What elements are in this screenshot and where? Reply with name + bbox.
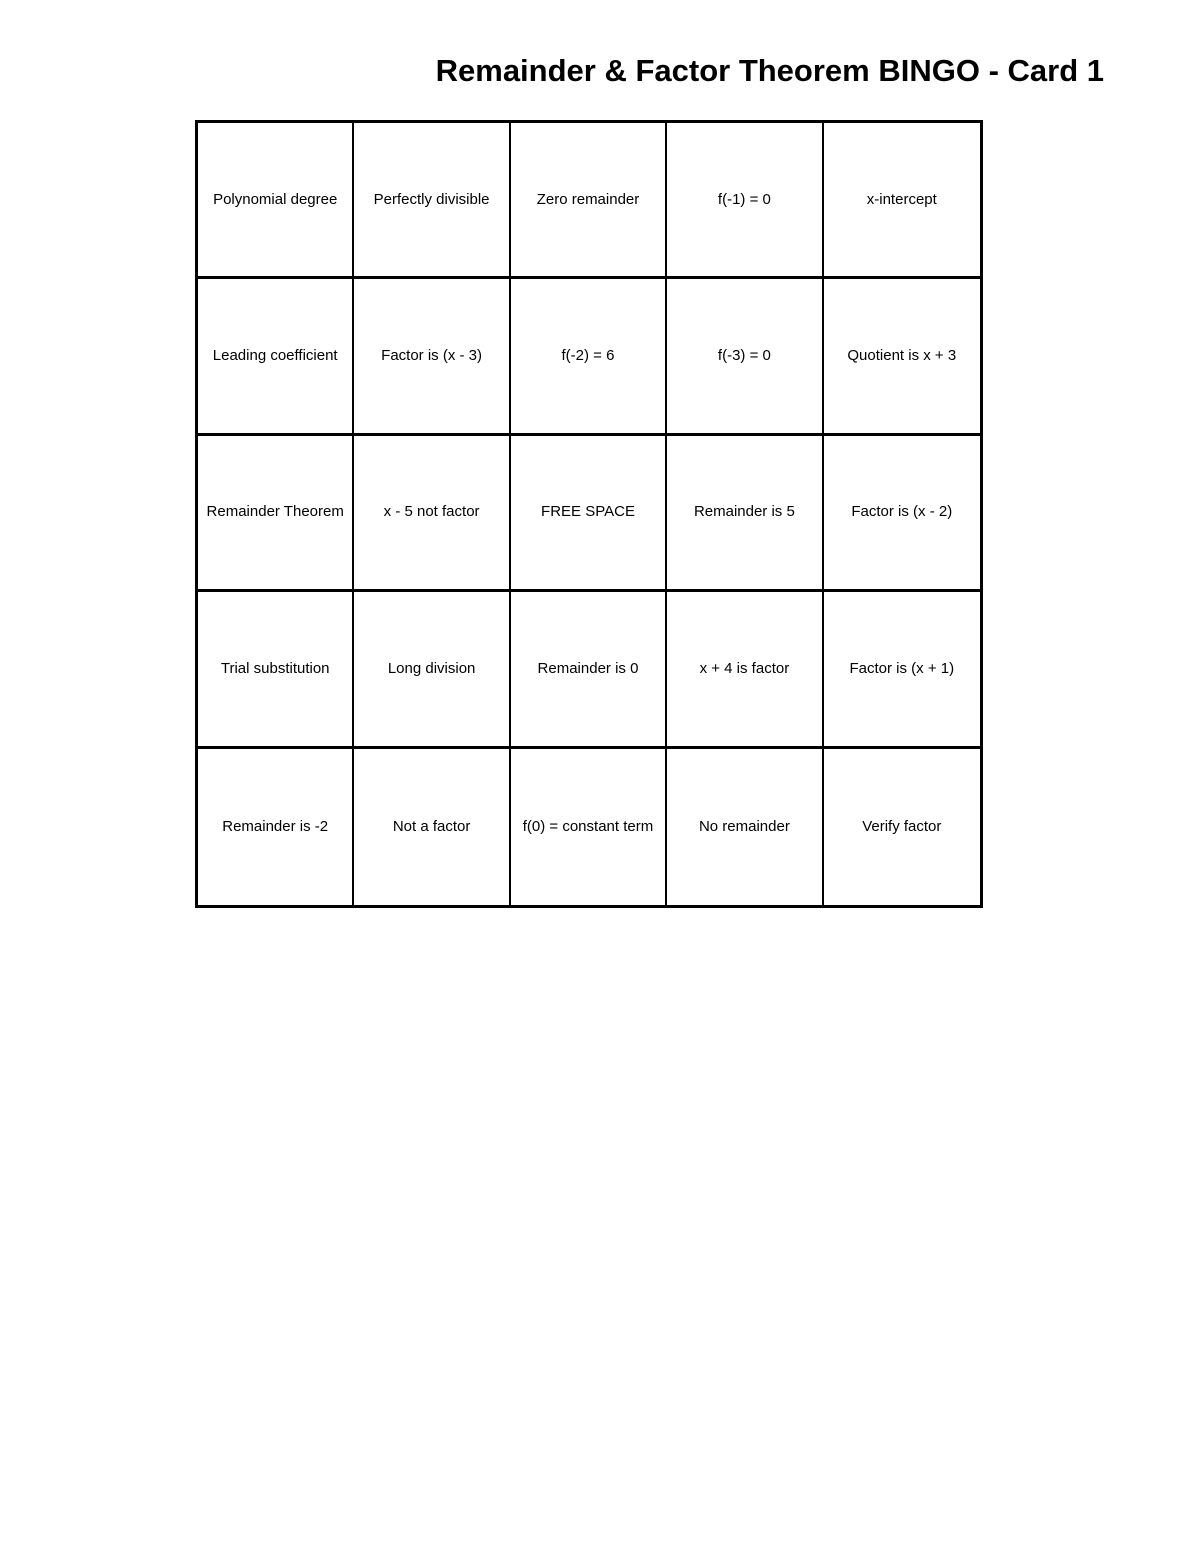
bingo-cell[interactable]: Remainder Theorem <box>198 436 354 592</box>
bingo-card-grid <box>195 120 983 908</box>
page-title: Remainder & Factor Theorem BINGO - Card 1 <box>435 53 1104 88</box>
bingo-cell[interactable]: Zero remainder <box>511 123 667 279</box>
bingo-cell[interactable]: Remainder is 5 <box>667 436 823 592</box>
bingo-cell[interactable]: Factor is (x + 1) <box>824 592 980 748</box>
bingo-cell[interactable]: Verify factor <box>862 817 942 835</box>
bingo-cell[interactable]: f(0) = constant term <box>511 749 667 905</box>
bingo-cell[interactable]: No remainder <box>667 749 823 905</box>
bingo-cell[interactable]: f(-3) = 0 <box>667 279 823 435</box>
bingo-cell[interactable]: Remainder is 0 <box>511 592 667 748</box>
bingo-cell[interactable]: x + 4 is factor <box>667 592 823 748</box>
bingo-cell[interactable]: Quotient is x + 3 <box>824 279 980 435</box>
bingo-cell[interactable]: Not a factor <box>354 749 510 905</box>
bingo-free-space[interactable]: FREE SPACE <box>511 436 667 592</box>
bingo-cell[interactable]: x - 5 not factor <box>354 436 510 592</box>
bingo-cell[interactable]: x-intercept <box>824 123 980 279</box>
bingo-cell[interactable]: Factor is (x - 2) <box>824 436 980 592</box>
bingo-cell[interactable]: Trial substitution <box>198 592 354 748</box>
bingo-cell[interactable]: f(-1) = 0 <box>667 123 823 279</box>
bingo-cell[interactable]: Polynomial degree <box>198 123 354 279</box>
bingo-cell[interactable]: Perfectly divisible <box>354 123 510 279</box>
bingo-cell[interactable]: Factor is (x - 3) <box>354 279 510 435</box>
bingo-cell[interactable]: Remainder is -2 <box>198 749 354 905</box>
bingo-cell[interactable]: Long division <box>354 592 510 748</box>
bingo-cell[interactable]: f(-2) = 6 <box>511 279 667 435</box>
bingo-cell[interactable]: Leading coefficient <box>198 279 354 435</box>
